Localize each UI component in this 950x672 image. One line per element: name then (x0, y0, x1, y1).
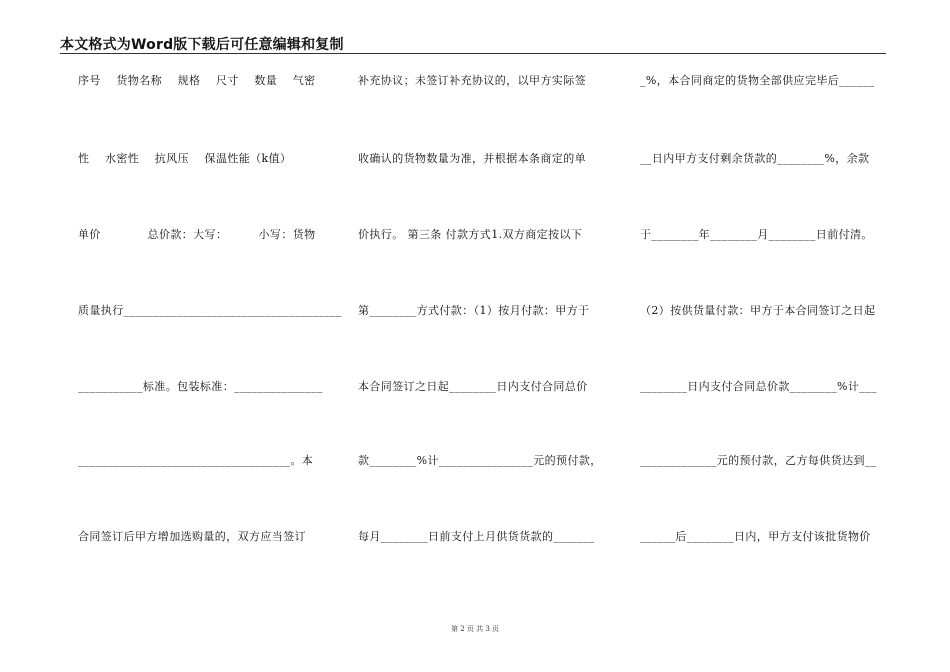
text-line: 性 水密性 抗风压 保温性能（k值） (78, 152, 292, 165)
text-line: 收确认的货物数量为准，并根据本条商定的单 (358, 152, 586, 165)
text-line: 第________方式付款：（1）按月付款：甲方于 (358, 304, 590, 317)
document-header-title: 本文格式为Word版下载后可任意编辑和复制 (60, 37, 344, 53)
text-line: ______后________日内，甲方支付该批货物价 (640, 530, 871, 543)
text-line: 质量执行_____________________________________ (78, 304, 342, 317)
header-divider (60, 53, 886, 54)
page-number: 第 2 页 共 3 页 (450, 625, 500, 633)
text-line: ___________标准。包装标准：_______________ (78, 380, 323, 393)
text-line: （2）按供货量付款：甲方于本合同签订之日起 (640, 304, 876, 317)
text-line: 序号 货物名称 规格 尺寸 数量 气密 (78, 74, 316, 87)
text-line: ________日内支付合同总价款________%计___ (640, 380, 877, 393)
text-line: 价执行。 第三条 付款方式1.双方商定按以下 (358, 228, 583, 241)
text-line: 合同签订后甲方增加选购量的，双方应当签订 (78, 530, 306, 543)
text-line: _____________元的预付款，乙方每供货达到__ (640, 454, 877, 467)
text-line: 款________%计________________元的预付款， (358, 454, 602, 467)
text-line: 补充协议；未签订补充协议的，以甲方实际签 (358, 74, 586, 87)
text-line: ____________________________________。本 (78, 454, 314, 467)
text-line: _%，本合同商定的货物全部供应完毕后______ (640, 74, 875, 87)
text-line: 本合同签订之日起________日内支付合同总价 (358, 380, 588, 393)
text-line: 单价 总价款：大写： 小写：货物 (78, 228, 316, 241)
text-line: __日内甲方支付剩余货款的________%，余款 (640, 152, 870, 165)
text-line: 每月________日前支付上月供货货款的_______ (358, 530, 595, 543)
text-line: 于________年________月________日前付清。 (640, 228, 873, 241)
